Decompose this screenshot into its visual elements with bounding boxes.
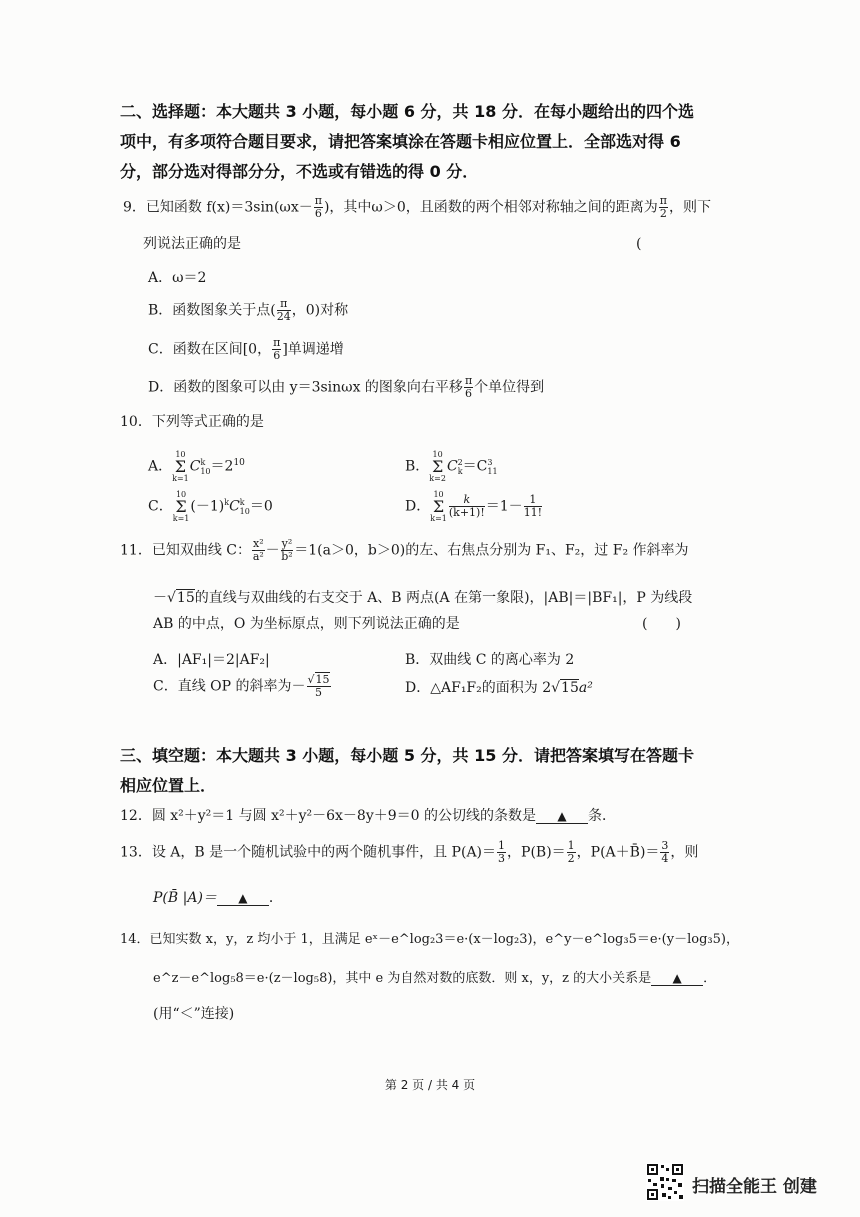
q9-stem: 9．已知函数 f(x)＝3sin(ωx－ $\frac{\pi}{6}$ )，其中ω＞0，且函数的两个相邻对称轴之间的距离为 $\frac{\pi}{2}$ ，则下 (123, 194, 711, 220)
q11-stem-line3: AB 的中点，O 为坐标原点，则下列说法正确的是 (153, 616, 460, 632)
q9-pi-over-6: $\frac{\pi}{6}$ (314, 194, 322, 220)
q10-option-b: B．10 Σ $k=2C^2_k=C^3_{11}$ (405, 450, 498, 483)
q11-option-b: B．双曲线 C 的离心率为 2 (405, 652, 575, 668)
page-footer: 第 2 页 / 共 4 页 (384, 1078, 476, 1092)
section-3-header-line1: 三、填空题：本大题共 3 小题，每小题 5 分，共 15 分．请把答案填写在答题卡 (120, 746, 694, 765)
section-3-header-line2: 相应位置上． (120, 776, 217, 795)
q10-d-frac: $\frac{k}{(k+1)!}$ (448, 493, 485, 519)
q9-c-frac: $\frac{\pi}{6}$ (273, 336, 281, 362)
section-2-header-line2: 项中，有多项符合题目要求，请把答案填涂在答题卡相应位置上．全部选对得 6 (120, 132, 681, 151)
q9-stem-line2: 列说法正确的是 (143, 236, 241, 252)
sum-symbol: 10 Σ k=2 (429, 450, 446, 483)
scanner-brand-label: 扫描全能王 创建 (692, 1177, 817, 1197)
q9-pi-over-2: $\frac{\pi}{2}$ (659, 194, 667, 220)
q9-option-b: B．函数图象关于点( $\frac{\pi}{24}$ ，0)对称 (148, 297, 349, 323)
sum-symbol: 10 Σ k=1 (172, 490, 190, 523)
section-2-header (120, 97, 780, 187)
q14-line2: e^z－e^log₅8＝e·(z－log₅8)，其中 e 为自然对数的底数．则 x，y，z 的大小关系是 ▲ ． (153, 971, 717, 986)
q13-line2: P(B̄ |A)＝ ▲ ． (153, 890, 283, 906)
q14-line1: 14．已知实数 x，y，z 均小于 1，且满足 eˣ－e^log₂3＝e·(x－log₂3)，e^y－e^log₃5＝e·(y－log₃5)， (120, 932, 739, 947)
q13-frac-1-3: $\frac{1}{3}$ (498, 839, 506, 865)
sum-symbol: 10 Σ k=1 (172, 450, 189, 483)
q9-option-a: A．ω＝2 (148, 270, 207, 286)
q12: 12．圆 x²＋y²＝1 与圆 x²＋y²－6x－8y＋9＝0 的公切线的条数是 ▲ 条． (120, 808, 617, 824)
answer-blank: ▲ (217, 891, 269, 906)
answer-blank: ▲ (536, 809, 588, 824)
q11-x2-a2: $\frac{\text{x²}}{\text{a²}}$ (252, 537, 264, 563)
q10-option-c: C．10 Σ $k=1(-1)^kC^k_{10}=0$ (148, 490, 273, 523)
q11-stem-line2: －√15的直线与双曲线的右支交于 A、B 两点(A 在第一象限)，|AB|＝|BF₁|，P 为线段 (153, 590, 693, 606)
q9-answer-paren: ( (636, 236, 642, 252)
q11-y2-b2: $\frac{\text{y²}}{\text{b²}}$ (281, 537, 293, 563)
q13-frac-3-4: $\frac{3}{4}$ (661, 839, 669, 865)
section-2-header-line1: 二、选择题：本大题共 3 小题，每小题 6 分，共 18 分．在每小题给出的四个选 (120, 102, 694, 121)
q11-option-d: D．△AF₁F₂的面积为 2√15a² (405, 680, 593, 696)
section-2-header-line3: 分，部分选对得部分分，不选或有错选的得 0 分． (120, 162, 479, 181)
q14-line3: (用“＜”连接) (153, 1006, 235, 1022)
q9-pi-over-24: $\frac{\pi}{24}$ (276, 297, 291, 323)
answer-blank: ▲ (651, 971, 703, 986)
q10-stem: 10．下列等式正确的是 (120, 414, 264, 430)
q11-answer-paren: ( ) (642, 616, 681, 632)
q9-option-c: C．函数在区间[0， $\frac{\pi}{6}$ ]单调递增 (148, 336, 344, 362)
q11-option-c: C．直线 OP 的斜率为－ $\frac{√15}{5}$ (153, 673, 330, 699)
q11-c-frac: $\frac{√15}{5}$ (307, 673, 330, 699)
section-3-header (120, 741, 780, 801)
q13-frac-1-2: $\frac{1}{2}$ (567, 839, 575, 865)
q11-option-a: A．|AF₁|＝2|AF₂| (153, 652, 270, 668)
sum-symbol: 10 Σ k=1 (430, 490, 447, 523)
q11-stem: 11．已知双曲线 C： $\frac{\text{x²}}{\text{a²}}$ － $\frac{\text{y²}}{\text{b²}}$ ＝1(a＞0，b＞0)的左、右焦点分别为 F₁、F₂，过 F₂ 作斜率为 (120, 537, 689, 563)
q13: 13．设 A，B 是一个随机试验中的两个随机事件，且 P(A)＝ $\frac{1}{3}$ ，P(B)＝ $\frac{1}{2}$ ，P(A＋B̄)＝ $\frac{3}{4}$ ，则 (120, 839, 699, 865)
q10-option-d: D．10 Σ k=1 $\frac{k}{(k+1)!}$ ＝1－ $\frac{1}{11!}$ (405, 490, 543, 523)
q10-d-frac2: $\frac{1}{11!}$ (523, 493, 543, 519)
qr-code-icon (646, 1163, 684, 1201)
q9-d-frac: $\frac{\pi}{6}$ (464, 374, 473, 400)
q9-option-d: D．函数的图象可以由 y＝3sinωx 的图象向右平移 $\frac{\pi}{6}$ 个单位得到 (148, 374, 545, 400)
q10-option-a: A．10 Σ $k=1C^k_{10}=2^{10}$ (148, 450, 245, 483)
